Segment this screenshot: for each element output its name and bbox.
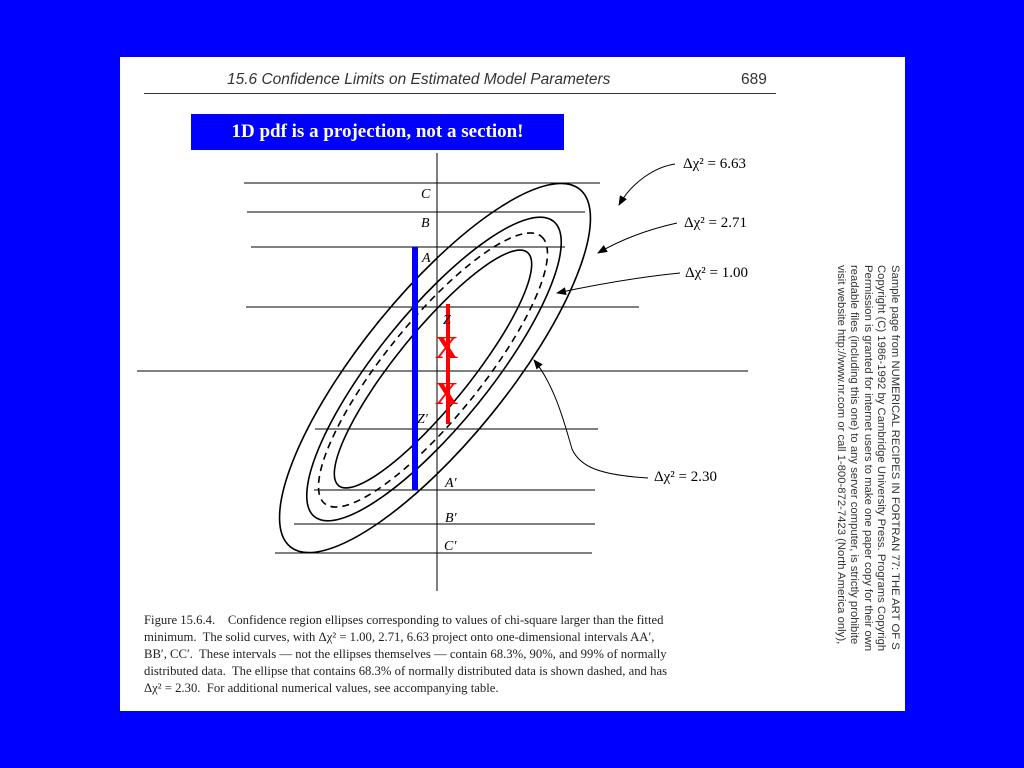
caption-line: Δχ² = 2.30. For additional numerical values, see accompanying table. [144,681,499,695]
figure-caption [144,612,784,697]
cross-mark-lower: X [435,375,459,411]
label-dchi-6.63: Δχ² = 6.63 [683,156,747,172]
running-header-title: 15.6 Confidence Limits on Estimated Model Parameters [227,71,611,88]
copyright-sidenote [835,265,901,705]
caption-line: BB′, CC′. These intervals — not the ellipses themselves — contain 68.3%, 90%, and 99% of normally [144,647,667,661]
caption-line: minimum. The solid curves, with Δχ² = 1.00, 2.71, 6.63 project onto one-dimensional intervals AA′, [144,630,655,644]
label-dchi-1.00: Δχ² = 1.00 [685,265,749,281]
label-A: A [422,251,431,266]
arrow-dchi-2.71 [598,223,677,253]
label-dchi-2.30: Δχ² = 2.30 [654,469,718,485]
sidenote-line: Permission is granted for internet users to make one paper copy for their own [862,265,874,652]
ellipse-dchi-2.30-dashed [287,206,578,534]
arrow-dchi-2.30 [534,360,648,478]
ellipse-dchi-6.63 [234,143,637,592]
ellipse-dchi-1.00 [310,229,556,509]
caption-line: distributed data. The ellipse that contains 68.3% of normally distributed data is shown dashed, and has [144,664,668,678]
projection-bar [412,247,418,490]
arrow-dchi-1.00 [557,273,680,293]
sidenote-line: Sample page from NUMERICAL RECIPES IN FORTRAN 77: THE ART OF S [889,265,901,650]
arrow-dchi-6.63 [619,164,675,205]
sidenote-line: visit website http://www.nr.com or call 1-800-872-7423 (North America only), [835,265,847,645]
page-number: 689 [741,71,767,88]
label-B: B [421,216,430,231]
label-Cprime: C′ [444,539,457,554]
cross-mark-upper: X [435,329,459,365]
label-Bprime: B′ [445,511,457,526]
annotation-banner: 1D pdf is a projection, not a section! [191,114,564,150]
book-page [120,57,905,711]
ellipse-dchi-2.71 [271,186,597,552]
label-Z: Z [443,313,451,328]
label-dchi-2.71: Δχ² = 2.71 [684,215,748,231]
caption-line: Figure 15.6.4. Confidence region ellipses corresponding to values of chi-square larger than the fitted [144,613,664,627]
label-C: C [421,187,431,202]
sidenote-line: Copyright (C) 1986-1992 by Cambridge University Press. Programs Copyrigh [875,265,888,652]
sidenote-line: readable files (including this one) to any server computer, is strictly prohibite [848,265,861,645]
label-Aprime: A′ [445,476,457,491]
label-Zprime: Z′ [417,412,428,427]
